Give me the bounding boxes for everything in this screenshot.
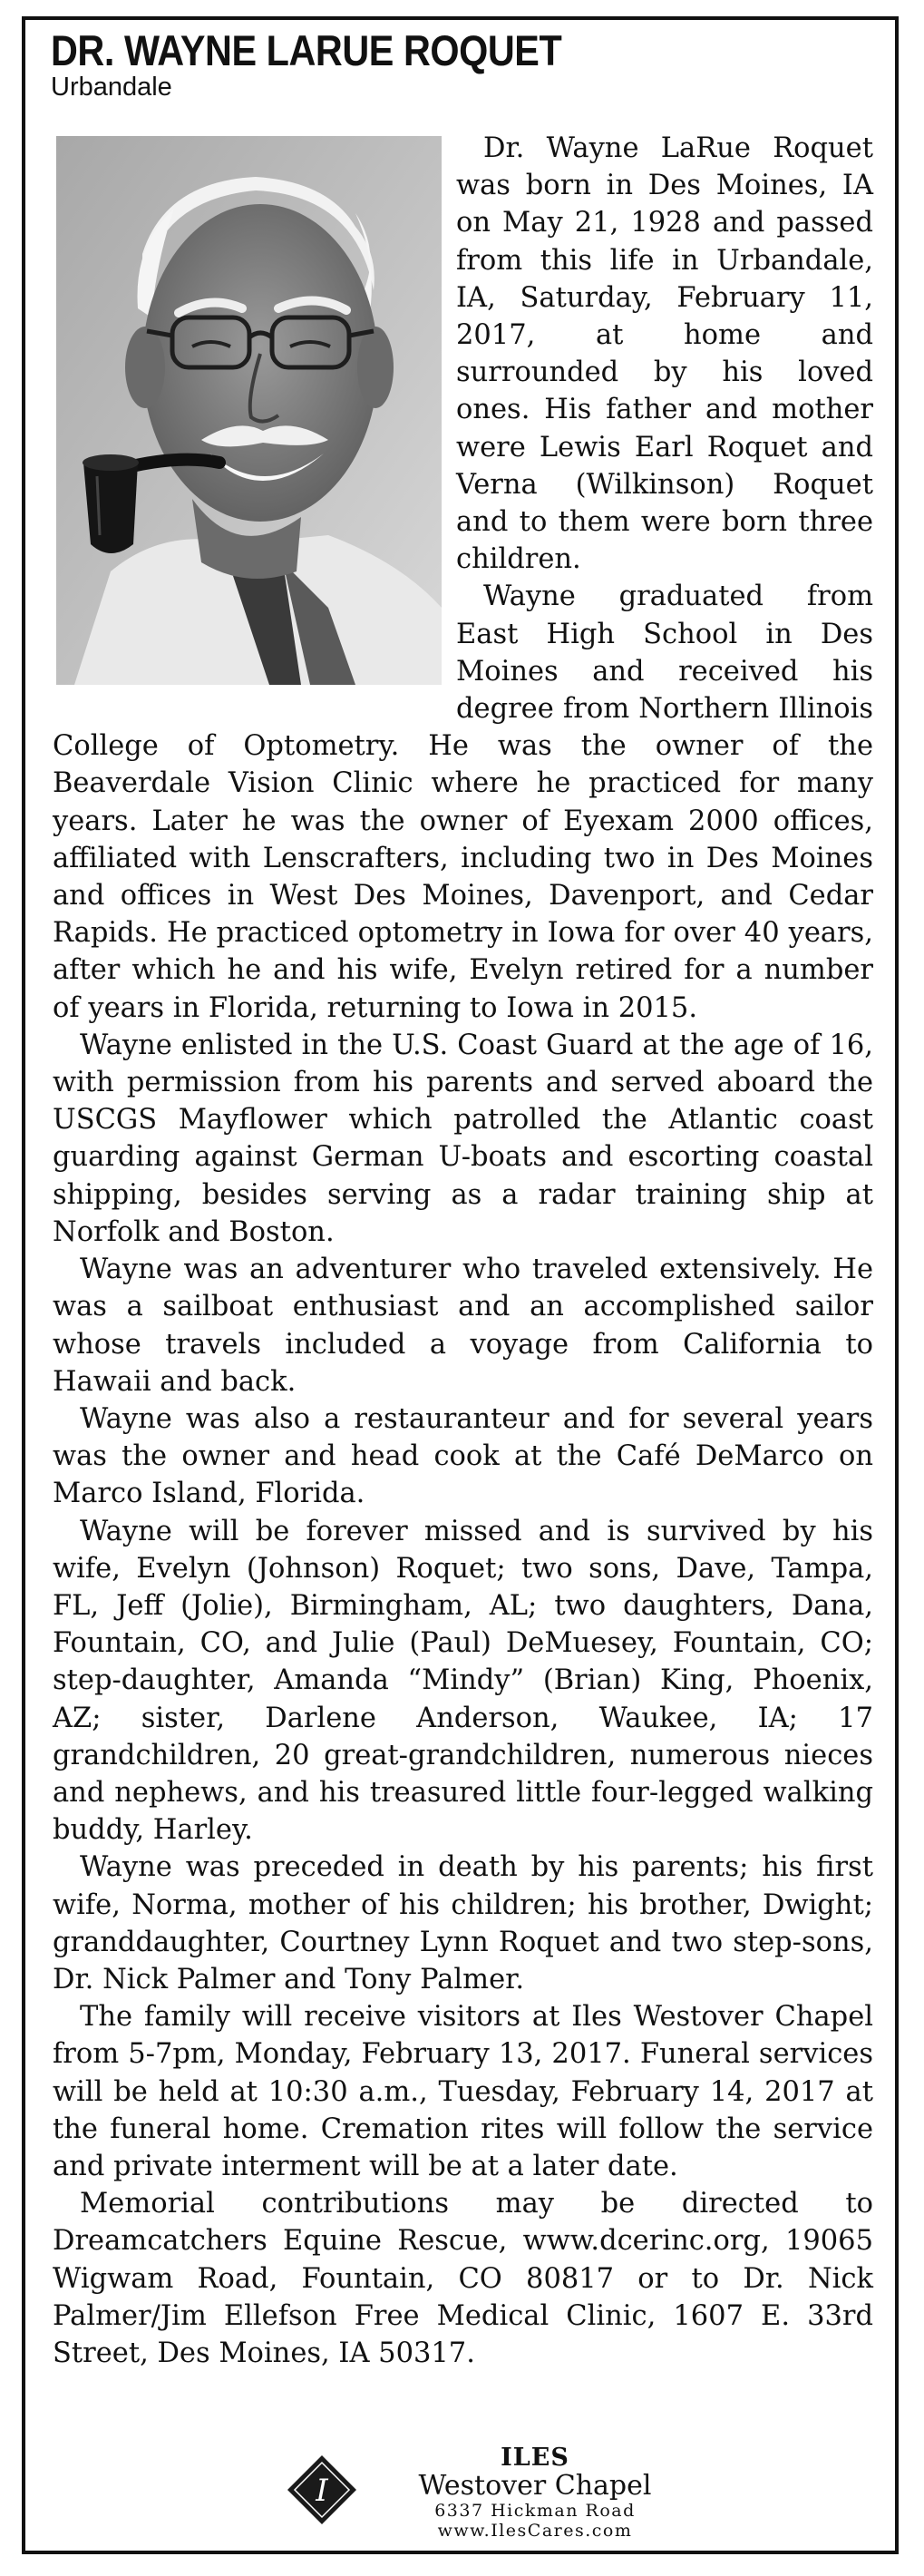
paragraph-survivors: Wayne will be forever missed and is survived by his wife, Evelyn (Johnson) Roquet; two sons, Dave, Tampa, FL, Jeff (Jolie), Birmingham, AL; two daughters, Dana, Fountain, CO, and Julie (Paul) DeMuesey, Fountain, CO; step-daughter, Amanda “Mindy” (Brian) King, Phoenix, AZ; sister, Darlene Anderson, Waukee, IA; 17 grandchildren, 20 great-grandchildren, numerous nieces and nephews, and his treasured little four-legged walking buddy, Harley. bbox=[53, 1515, 873, 1847]
paragraph-career: Wayne graduated from East High School in Des Moines and received his degree from Northern Illinois College of Optometry. He was the owner of the Beaverdale Vision Clinic where he practiced for many years. Later he was the owner of Eyexam 2000 offices, affiliated with Lenscrafters, including two in Des Moines and offices in West Des Moines, Davenport, and Cedar Rapids. He practiced optometry in Iowa for over 40 years, after which he and his wife, Evelyn retired for a number of years in Florida, returning to Iowa in 2015. bbox=[53, 581, 873, 1024]
funeral-home-info bbox=[376, 2444, 694, 2541]
obituary-body bbox=[53, 130, 873, 2372]
chapel-name: Westover Chapel bbox=[418, 2470, 652, 2502]
paragraph-memorials: Memorial contributions may be directed to Dreamcatchers Equine Rescue, www.dcerinc.org, 19065 Wigwam Road, Fountain, CO 80817 or to Dr. Nick Palmer/Jim Ellefson Free Medical Clinic, 1607 E. 33rd Street, Des Moines, IA 50317. bbox=[53, 2188, 873, 2369]
funeral-home-website[interactable]: www.IlesCares.com bbox=[437, 2521, 633, 2541]
logo-letter: I bbox=[316, 2473, 328, 2509]
paragraph-restaurant: Wayne was also a restauranteur and for several years was the owner and head cook at the Café DeMarco on Marco Island, Florida. bbox=[53, 1402, 873, 1510]
funeral-home-name: ILES bbox=[501, 2444, 569, 2472]
paragraph-services: The family will receive visitors at Iles Westover Chapel from 5-7pm, Monday, February 13, 2017. Funeral services will be held at 10:30 a.m., Tuesday, February 14, 2017 at the funeral home. Cremation rites will follow the service and private interment will be at a later date. bbox=[53, 2001, 873, 2182]
deceased-name: DR. WAYNE LARUE ROQUET bbox=[51, 26, 562, 74]
paragraph-adventurer: Wayne was an adventurer who traveled extensively. He was a sailboat enthusiast and an accomplished sailor whose travels included a voyage from California to Hawaii and back. bbox=[53, 1254, 873, 1398]
photo-spacer bbox=[53, 130, 456, 692]
city-label: Urbandale bbox=[51, 73, 172, 102]
paragraph-coast-guard: Wayne enlisted in the U.S. Coast Guard at the age of 16, with permission from his parents and served aboard the USCGS Mayflower which patrolled the Atlantic coast guarding against German U-boats and escorting coastal shipping, besides serving as a radar training ship at Norfolk and Boston. bbox=[53, 1029, 873, 1248]
paragraph-birth: Dr. Wayne LaRue Roquet was born in Des Moines, IA on May 21, 1928 and passed from this life in Urbandale, IA, Saturday, February 11, 2017, at home and surrounded by his loved ones. His father and mother were Lewis Earl Roquet and Verna (Wilkinson) Roquet and to them were born three children. bbox=[456, 132, 873, 576]
iles-diamond-logo-icon bbox=[286, 2454, 358, 2526]
funeral-home-address: 6337 Hickman Road bbox=[434, 2501, 636, 2521]
obituary-header bbox=[51, 27, 867, 102]
funeral-home-footer bbox=[272, 2444, 725, 2544]
paragraph-preceded: Wayne was preceded in death by his parents; his first wife, Norma, mother of his children; his brother, Dwight; granddaughter, Courtney Lynn Roquet and two step-sons, Dr. Nick Palmer and Tony Palmer. bbox=[53, 1851, 873, 1995]
